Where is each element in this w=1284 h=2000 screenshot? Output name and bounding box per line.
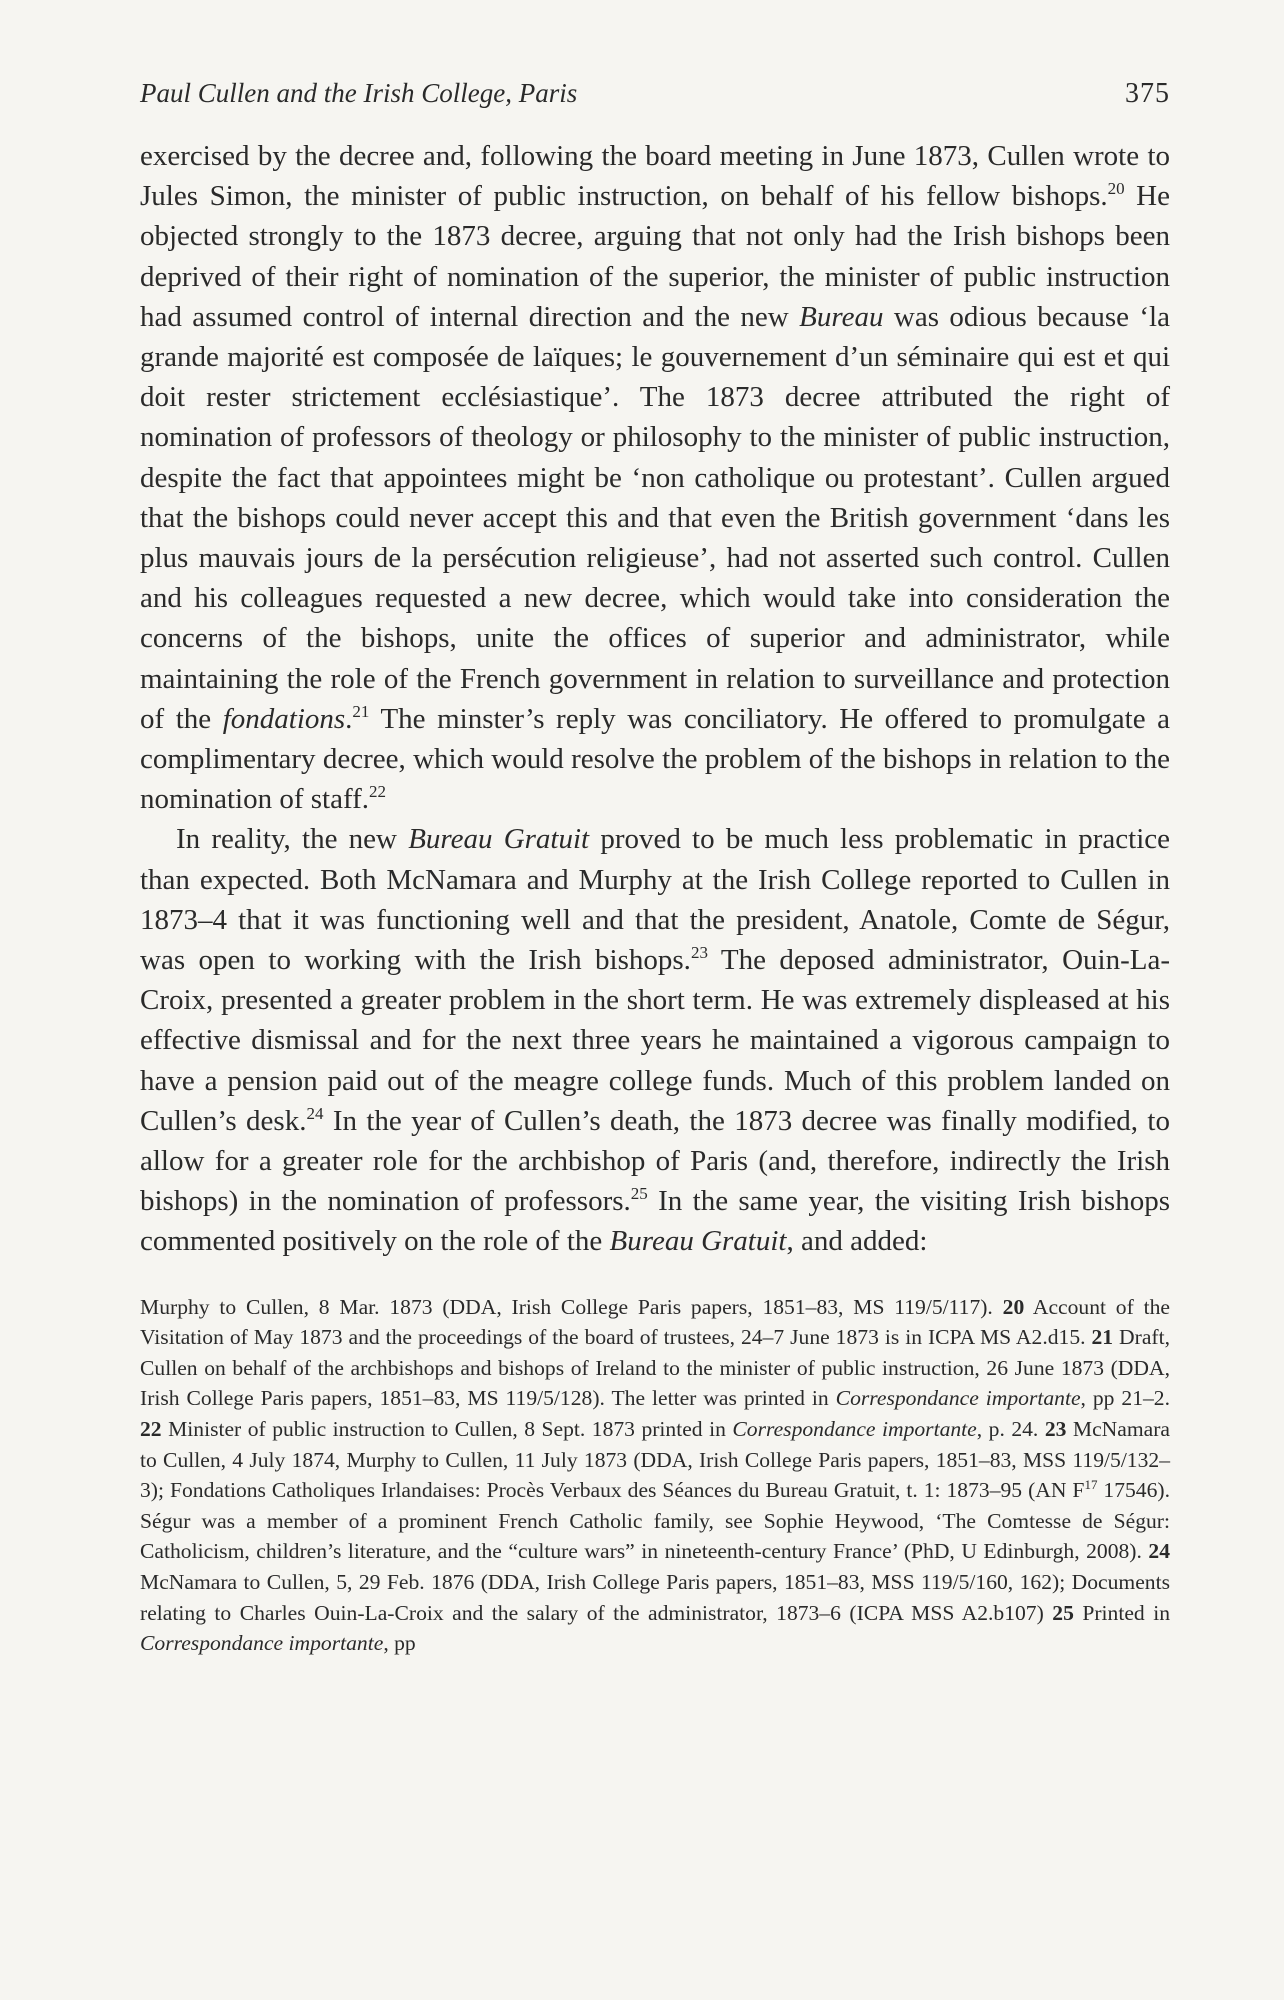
footnote-24-text: McNamara to Cullen, 5, 29 Feb. 1876 (DDA, Irish College Paris papers, 1851–83, MSS 119/5/160, 162); Documents relating to Charles Ouin-La-Croix and the salary of the administrator, 1873–6 (ICPA MSS A2.b107) bbox=[140, 1570, 1170, 1625]
p2-bureau-gratuit: Bureau Gratuit bbox=[408, 823, 590, 856]
note-ref-21: 21 bbox=[352, 701, 370, 721]
p1-text-b: He objected strongly to the 1873 decree, arguing that not only had the Irish bishops been deprived of their right of nomination of the superior, the minister of public instruction had assumed control of internal direction and the new bbox=[140, 180, 1170, 333]
footnote-21-text-b: , pp 21–2. bbox=[1080, 1386, 1170, 1411]
p2-bureau-gratuit-2: Bureau Gratuit bbox=[609, 1225, 787, 1258]
footnote-25-text-b: , pp bbox=[383, 1631, 416, 1656]
footnote-25-title: Correspondance importante bbox=[140, 1631, 384, 1656]
footnote-22-text-b: , p. 24. bbox=[976, 1417, 1045, 1442]
p2-text-d: In the year of Cullen’s death, the 1873 decree was finally modified, to allow for a greater role for the archbishop of Paris (and, therefore, indirectly the Irish bishops) in the nomination of professors. bbox=[140, 1104, 1170, 1218]
p2-text-a: In reality, the new bbox=[176, 823, 409, 856]
paragraph-2 bbox=[140, 819, 1170, 1261]
footnote-23-text-b: 17546). Ségur was a member of a prominent French Catholic family, see Sophie Heywood, ‘The Comtesse de Ségur: Catholicism, children’s literature, and the “culture wars” in nineteenth-century France’ (PhD, U Edinburgh, 2008). bbox=[140, 1478, 1170, 1564]
footnote-23-text-a: McNamara to Cullen, 4 July 1874, Murphy to Cullen, 11 July 1873 (DDA, Irish College Paris papers, 1851–83, MSS 119/5/132–3); Fondations Catholiques Irlandaises: Procès Verbaux des Séances du Bureau Gratuit, t. 1: 1873–95 (AN F bbox=[140, 1417, 1171, 1503]
footnote-20-text: Account of the Visitation of May 1873 and the proceedings of the board of trustees, 24–7 June 1873 is in ICPA MS A2.d15. bbox=[140, 1294, 1170, 1350]
note-ref-23: 23 bbox=[690, 943, 708, 963]
page-header bbox=[140, 78, 1170, 130]
p1-text-e: The minster’s reply was conciliatory. He offered to promulgate a complimentary decree, which would resolve the problem of the bishops in relation to the nomination of staff. bbox=[140, 702, 1170, 816]
footnote-number-24: 24 bbox=[1148, 1539, 1170, 1564]
running-head: Paul Cullen and the Irish College, Paris bbox=[140, 78, 578, 108]
paragraph-1 bbox=[140, 136, 1170, 819]
footnote-number-25: 25 bbox=[1052, 1600, 1074, 1625]
note-ref-24: 24 bbox=[306, 1103, 324, 1123]
page-number: 375 bbox=[1125, 78, 1170, 109]
footnote-number-21: 21 bbox=[1091, 1325, 1114, 1350]
footnote-number-20: 20 bbox=[1002, 1294, 1025, 1319]
footnote-number-22: 22 bbox=[140, 1417, 162, 1442]
page bbox=[140, 78, 1170, 1659]
p1-text-a: exercised by the decree and, following the board meeting in June 1873, Cullen wrote to Jules Simon, the minister of public instruction, on behalf of his fellow bishops. bbox=[140, 140, 1170, 213]
footnote-25-text-a: Printed in bbox=[1073, 1600, 1170, 1625]
footnote-number-23: 23 bbox=[1044, 1417, 1067, 1442]
footnote-21-title: Correspondance importante bbox=[835, 1386, 1081, 1411]
p1-bureau: Bureau bbox=[799, 300, 884, 333]
footnote-block bbox=[140, 1292, 1170, 1659]
p2-text-c: The deposed administrator, Ouin-La-Croix, presented a greater problem in the short term. He was extremely displeased at his effective dismissal and for the next three years he maintained a vigorous campaign to have a pension paid out of the meagre college funds. Much of this problem landed on Cullen’s desk. bbox=[140, 944, 1170, 1137]
footnote-22-title: Correspondance importante bbox=[732, 1417, 977, 1442]
p1-fondations: fondations bbox=[222, 702, 346, 735]
p2-text-f: , and added: bbox=[786, 1225, 928, 1258]
p1-text-d: . bbox=[345, 702, 353, 735]
footnote-19-continued: Murphy to Cullen, 8 Mar. 1873 (DDA, Irish College Paris papers, 1851–83, MS 119/5/117). bbox=[140, 1294, 1003, 1319]
footnotes bbox=[140, 1292, 1170, 1659]
footnote-22-text-a: Minister of public instruction to Cullen, 8 Sept. 1873 printed in bbox=[161, 1417, 733, 1442]
p1-text-c: was odious because ‘la grande majorité est composée de laïques; le gouvernement d’un séminaire qui est et qui doit rester strictement ecclésiastique’. The 1873 decree attributed the right of nomination of professors of theology or philosophy to the minister of public instruction, despite the fact that appointees might be ‘non catholique ou protestant’. Cullen argued that the bishops could never accept this and that even the British government ‘dans les plus mauvais jours de la persécution religieuse’, had not asserted such control. Cullen and his colleagues requested a new decree, which would take into consideration the concerns of the bishops, unite the offices of superior and administrator, while maintaining the role of the French government in relation to surveillance and protection of the bbox=[140, 300, 1170, 735]
p2-text-b: proved to be much less problematic in practice than expected. Both McNamara and Murphy at the Irish College reported to Cullen in 1873–4 that it was functioning well and that the president, Anatole, Comte de Ségur, was open to working with the Irish bishops. bbox=[140, 823, 1171, 977]
note-ref-22: 22 bbox=[369, 782, 387, 802]
footnote-21-text-a: Draft, Cullen on behalf of the archbishops and bishops of Ireland to the minister of public instruction, 26 June 1873 (DDA, Irish College Paris papers, 1851–83, MS 119/5/128). The letter was printed in bbox=[140, 1325, 1171, 1411]
body-text bbox=[140, 136, 1170, 1262]
p2-text-e: In the same year, the visiting Irish bishops commented positively on the role of the bbox=[140, 1185, 1171, 1258]
note-ref-25: 25 bbox=[630, 1184, 648, 1204]
note-ref-20: 20 bbox=[1107, 179, 1125, 199]
footnote-23-superscript: 17 bbox=[1084, 1477, 1098, 1493]
